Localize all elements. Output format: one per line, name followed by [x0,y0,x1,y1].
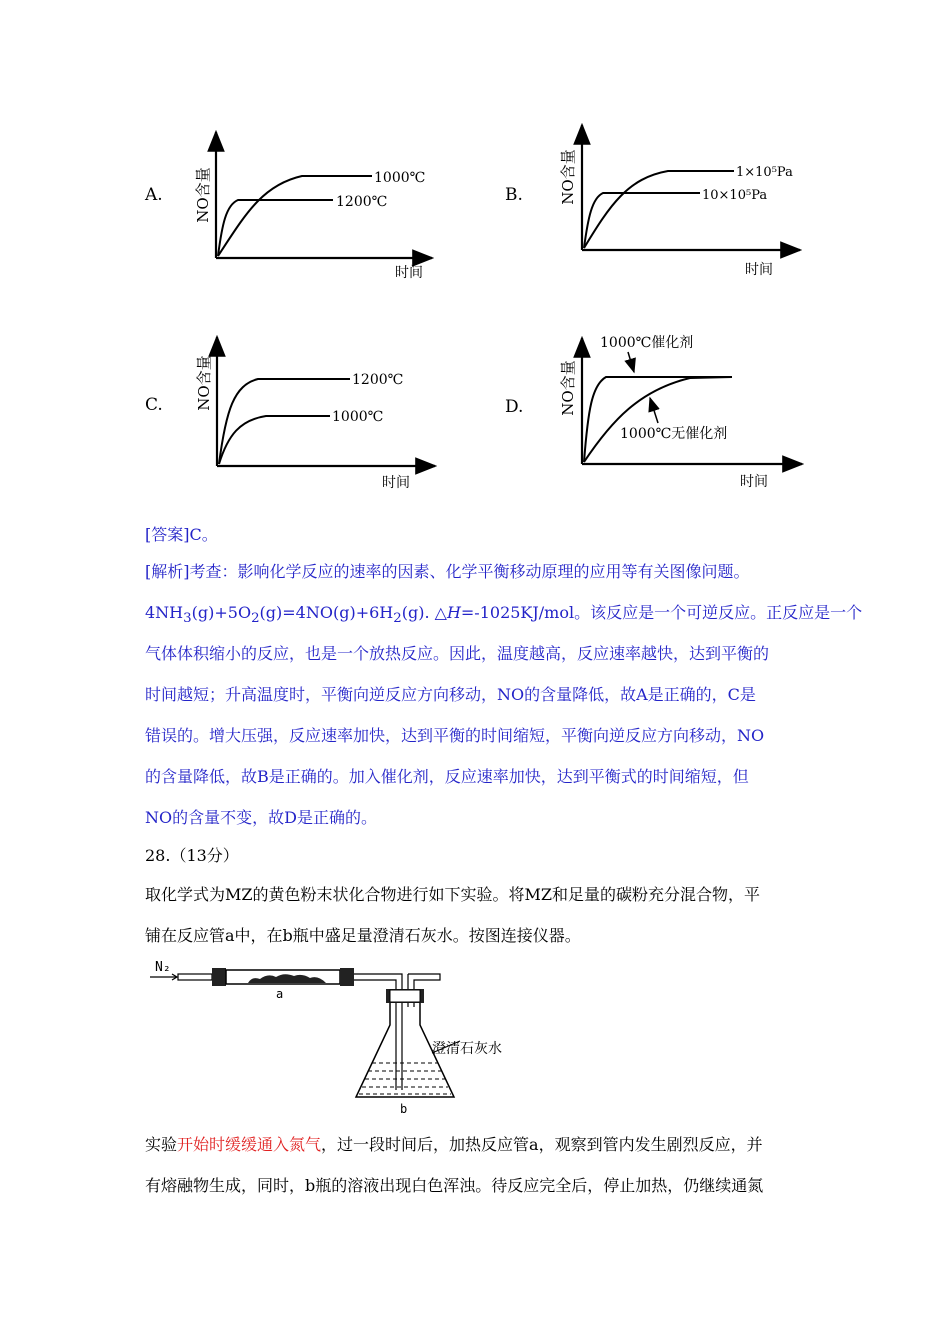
eq-enthalpy-symbol: H [446,603,461,622]
panel-c-series-1200-label: 1200℃ [352,372,404,388]
panel-d-catalyst-pointer [628,352,634,372]
eq-sub-1: 3 [183,611,192,627]
powder-mixture [248,974,326,983]
analysis-line-1: [解析]考查：影响化学反应的速率的因素、化学平衡移动原理的应用等有关图像问题。 [145,562,750,581]
p3-start: 实验 [145,1135,178,1154]
panel-c [145,337,435,491]
panel-c-ylabel: NO含量 [195,355,213,411]
panel-b-series-10e5-label: 10×10⁵Pa [702,188,768,203]
panel-c-series-1200 [219,379,350,464]
eq-part-c: (g)=4NO(g)+6H [259,603,394,622]
panel-d-series-no-catalyst [584,377,732,462]
flask-label-b: b [400,1102,408,1115]
eq-part-e: =-1025KJ/mol。该反应是一个可逆反应。正反应是一个 [460,603,863,622]
panel-d-series-catalyst-label: 1000℃催化剂 [600,335,694,351]
eq-part-b: (g)+5O [191,603,252,622]
panel-d [505,334,802,490]
panel-c-label: C. [145,395,163,415]
eq-part-a: 4NH [145,603,184,622]
panel-d-ylabel: NO含量 [559,360,577,416]
panel-b-xlabel: 时间 [745,262,773,278]
limewater-solution [359,1063,451,1094]
panel-a-label: A. [145,185,163,205]
inlet-tube [178,974,212,980]
panel-b [505,125,800,278]
panel-a-xlabel: 时间 [395,265,423,281]
graph-panels [0,0,950,510]
n2-label: N₂ [155,960,171,975]
panel-c-xlabel: 时间 [382,475,410,491]
panel-a-ylabel: NO含量 [194,167,212,223]
panel-c-series-1000 [219,416,330,464]
panel-a-series-1200-label: 1200℃ [336,194,388,210]
q28-paragraph-line-3 [145,1135,825,1155]
eq-part-d: (g). △ [401,603,447,622]
p3-end: ，过一段时间后，加热反应管a，观察到管内发生剧烈反应，并 [321,1135,763,1154]
panel-d-xlabel: 时间 [740,474,768,490]
eq-sub-2: 2 [251,611,260,627]
panel-d-series-no-catalyst-label: 1000℃无催化剂 [620,426,728,442]
q28-paragraph-line-2: 铺在反应管a中，在b瓶中盛足量澄清石灰水。按图连接仪器。 [145,926,581,945]
panel-d-no-catalyst-pointer [650,398,658,423]
apparatus-diagram [140,955,540,1115]
analysis-line-2 [145,603,863,629]
answer-line: [答案]C。 [145,525,218,544]
eq-sub-3: 2 [393,611,402,627]
analysis-line-4: 时间越短；升高温度时，平衡向逆反应方向移动，NO的含量降低，故A是正确的，C是 [145,685,756,704]
analysis-line-7: NO的含量不变，故D是正确的。 [145,808,377,827]
panel-b-series-1e5 [584,171,734,248]
analysis-line-5: 错误的。增大压强，反应速率加快，达到平衡的时间缩短，平衡向逆反应方向移动，NO [145,726,765,745]
p3-highlight: 开始时缓缓通入氮气 [177,1135,322,1154]
panel-a-series-1000-label: 1000℃ [374,170,426,186]
q28-paragraph-line-1: 取化学式为MZ的黄色粉末状化合物进行如下实验。将MZ和足量的碳粉充分混合物，平 [145,885,761,904]
right-stopper [340,968,354,986]
q28-paragraph-line-4: 有熔融物生成，同时，b瓶的溶液出现白色浑浊。待反应完全后，停止加热，仍继续通氮 [145,1176,764,1195]
panel-b-label: B. [505,185,523,205]
left-stopper [212,968,226,986]
panel-b-ylabel: NO含量 [559,149,577,205]
analysis-line-6: 的含量降低，故B是正确的。加入催化剂，反应速率加快，达到平衡式的时间缩短，但 [145,767,749,786]
q28-header: 28.（13分） [145,846,239,865]
solution-label: 澄清石灰水 [432,1041,502,1057]
panel-a-series-1200 [218,200,333,256]
tube-label-a: a [276,987,284,1001]
panel-d-label: D. [505,397,524,417]
panel-a [144,132,432,281]
panel-b-series-1e5-label: 1×10⁵Pa [736,165,793,180]
panel-a-series-1000 [218,176,372,256]
analysis-line-3: 气体体积缩小的反应，也是一个放热反应。因此，温度越高，反应速率越快，达到平衡的 [145,644,770,663]
panel-c-series-1000-label: 1000℃ [332,409,384,425]
